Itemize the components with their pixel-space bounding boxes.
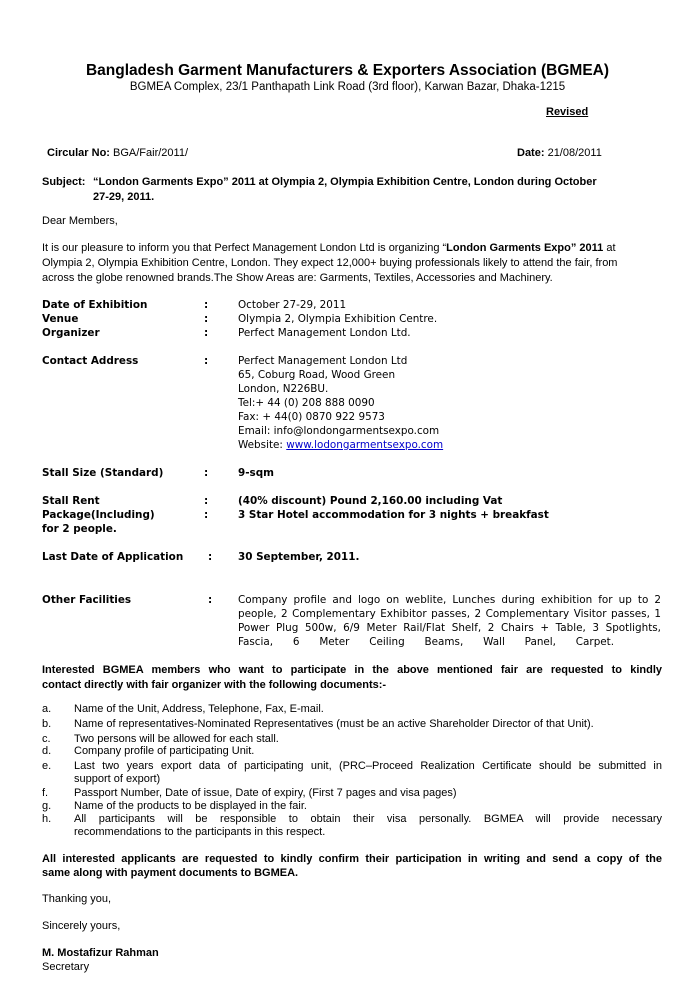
sincerely-yours: Sincerely yours,: [42, 920, 121, 932]
intro-text-end: at: [603, 242, 616, 254]
contact-line: Perfect Management London Ltd: [238, 355, 408, 367]
doc-letter: g.: [42, 800, 52, 812]
date-value: 21/08/2011: [544, 147, 602, 159]
circular-value: BGA/Fair/2011/: [109, 147, 189, 159]
other-facilities-label: Other Facilities: [42, 594, 132, 606]
package-label: Package(Including): [42, 509, 155, 521]
doc-item: Last two years export data of participating unit, (PRC–Proceed Realization Certificate should be submitted in: [74, 760, 662, 772]
contact-line: 65, Coburg Road, Wood Green: [238, 369, 396, 381]
circular-label: Circular No:: [47, 147, 110, 159]
subject-line-2: 27-29, 2011.: [93, 191, 155, 203]
doc-item: Passport Number, Date of issue, Date of expiry, (First 7 pages and visa pages): [74, 787, 457, 799]
doc-letter: a.: [42, 703, 52, 715]
colon: :: [208, 551, 213, 563]
subject-line-1: “London Garments Expo” 2011 at Olympia 2, Olympia Exhibition Centre, London during October: [93, 176, 597, 188]
signatory-name: M. Mostafizur Rahman: [42, 947, 159, 959]
venue-label: Venue: [42, 313, 79, 325]
organizer-value: Perfect Management London Ltd.: [238, 327, 411, 339]
website-label: Website:: [238, 439, 287, 451]
greeting: Dear Members,: [42, 215, 118, 227]
package-value: 3 Star Hotel accommodation for 3 nights + breakfast: [238, 509, 549, 521]
expo-name: London Garments Expo” 2011: [446, 242, 604, 254]
contact-address-label: Contact Address: [42, 355, 139, 367]
revised-label: Revised: [546, 106, 589, 118]
interested-line-1: Interested BGMEA members who want to participate in the above mentioned fair are requested to kindly: [42, 664, 662, 676]
intro-line-2: Olympia 2, Olympia Exhibition Centre, London. They expect 12,000+ buying professionals likely to attend the fair, from: [42, 257, 618, 269]
doc-letter: b.: [42, 718, 52, 730]
package-label-cont: for 2 people.: [42, 523, 117, 535]
colon: :: [204, 509, 209, 521]
org-address: BGMEA Complex, 23/1 Panthapath Link Road (3rd floor), Karwan Bazar, Dhaka-1215: [129, 81, 566, 93]
last-date-label: Last Date of Application: [42, 551, 184, 563]
contact-line: London, N226BU.: [238, 383, 329, 395]
doc-item: Company profile of participating Unit.: [74, 745, 255, 757]
colon: :: [204, 313, 209, 325]
colon: :: [204, 299, 209, 311]
doc-item: Name of the products to be displayed in the fair.: [74, 800, 307, 812]
contact-line: Email: info@londongarmentsexpo.com: [238, 425, 440, 437]
circular-number: [47, 147, 188, 159]
facilities-line: Power Plug 500w, 6/9 Meter Rail/Flat Shelf, 2 Chairs + Table, 3 Spotlights,: [238, 622, 661, 634]
doc-letter: c.: [42, 733, 51, 745]
colon: :: [204, 495, 209, 507]
intro-text: It is our pleasure to inform you that Perfect Management London Ltd is organizing “: [42, 242, 447, 254]
org-name: Bangladesh Garment Manufacturers & Exporters Association (BGMEA): [85, 62, 610, 79]
doc-item: Name of the Unit, Address, Telephone, Fax, E-mail.: [74, 703, 324, 715]
stall-size-value: 9-sqm: [238, 467, 274, 479]
doc-item: Two persons will be allowed for each stall.: [74, 733, 279, 745]
doc-letter: e.: [42, 760, 52, 772]
doc-item: Name of representatives-Nominated Representatives (must be an active Shareholder Director of that Unit).: [74, 718, 594, 730]
confirm-line-1: All interested applicants are requested to kindly confirm their participation in writing and send a copy of the: [42, 853, 662, 865]
circular-date: [517, 147, 602, 159]
stall-size-label: Stall Size (Standard): [42, 467, 164, 479]
last-date-value: 30 September, 2011.: [238, 551, 360, 563]
colon: :: [204, 355, 209, 367]
colon: :: [204, 327, 209, 339]
date-of-exhibition-value: October 27-29, 2011: [238, 299, 347, 311]
facilities-line: Fascia, 6 Meter Ceiling Beams, Wall Panel, Carpet.: [238, 636, 615, 648]
doc-letter: d.: [42, 745, 52, 757]
doc-letter: f.: [42, 787, 49, 799]
website-line: [238, 439, 443, 451]
confirm-line-2: same along with payment documents to BGMEA.: [42, 867, 299, 879]
facilities-line: people, 2 Complementary Exhibitor passes, 2 Complementary Visitor passes, 1: [238, 608, 661, 620]
venue-value: Olympia 2, Olympia Exhibition Centre.: [238, 313, 438, 325]
interested-line-2: contact directly with fair organizer with the following documents:-: [42, 679, 387, 691]
website-link[interactable]: www.lodongarmentsexpo.com: [286, 439, 444, 451]
subject-label: Subject:: [42, 176, 86, 188]
stall-rent-value: (40% discount) Pound 2,160.00 including Vat: [238, 495, 503, 507]
facilities-line: Company profile and logo on weblite, Lunches during exhibition for up to 2: [238, 594, 661, 606]
doc-item: All participants will be responsible to obtain their visa personally. BGMEA will provide necessary: [74, 813, 662, 825]
date-of-exhibition-label: Date of Exhibition: [42, 299, 148, 311]
thanking-you: Thanking you,: [42, 893, 112, 905]
intro-line-1: [42, 242, 616, 254]
signatory-title: Secretary: [42, 961, 90, 973]
contact-line: Fax: + 44(0) 0870 922 9573: [238, 411, 385, 423]
date-label: Date:: [517, 147, 545, 159]
organizer-label: Organizer: [42, 327, 100, 339]
contact-line: Tel:+ 44 (0) 208 888 0090: [238, 397, 375, 409]
doc-letter: h.: [42, 813, 52, 825]
colon: :: [204, 467, 209, 479]
colon: :: [208, 594, 213, 606]
doc-item-cont: recommendations to the participants in this respect.: [74, 826, 326, 838]
doc-item-cont: support of export): [74, 773, 161, 785]
intro-line-3: across the globe renowned brands.The Show Areas are: Garments, Textiles, Accessories and Machinery.: [42, 272, 553, 284]
stall-rent-label: Stall Rent: [42, 495, 100, 507]
